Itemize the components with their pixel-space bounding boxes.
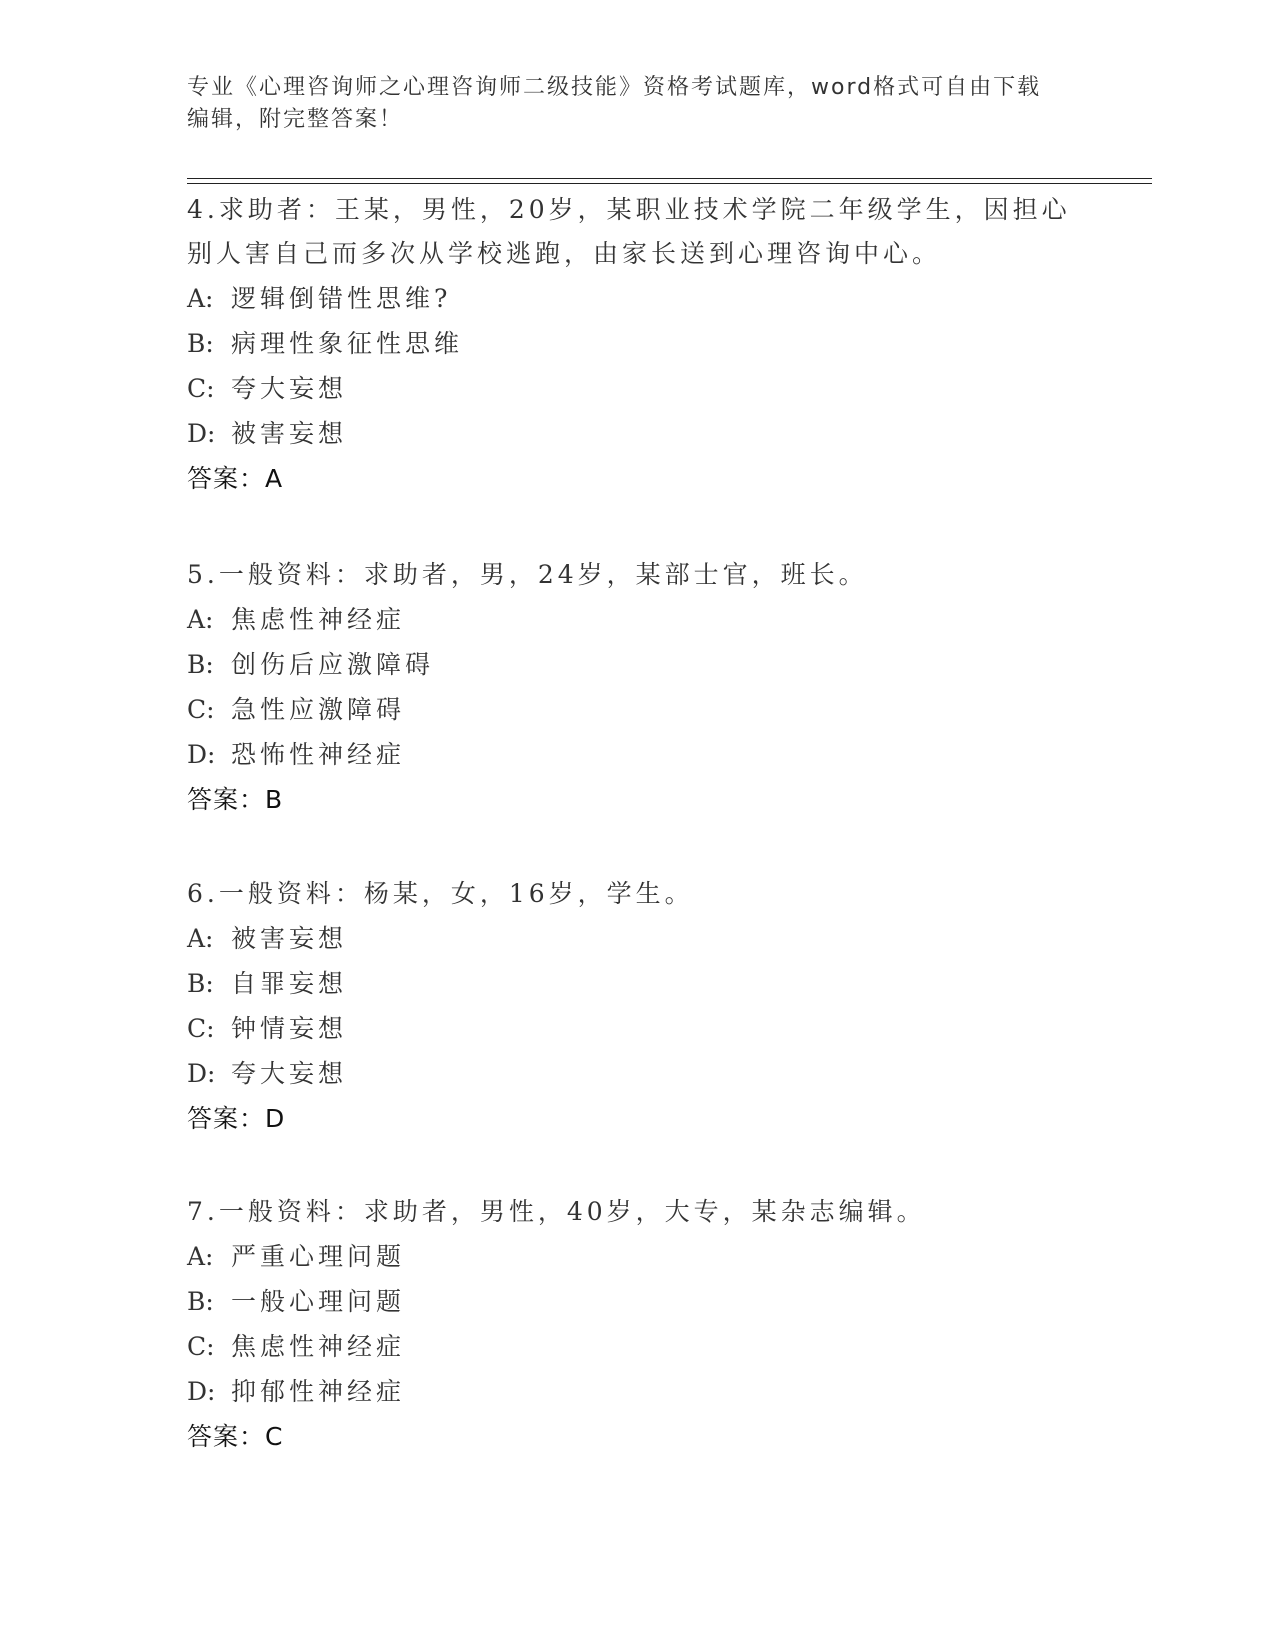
- answer-line: 答案：C: [187, 1422, 284, 1451]
- option-text: 被害妄想: [231, 419, 348, 448]
- option-text: 抑郁性神经症: [231, 1377, 406, 1406]
- option-key: C:: [187, 374, 215, 403]
- option-d: [187, 1051, 1087, 1096]
- question-6: [187, 872, 1087, 1141]
- option-key: A:: [187, 1242, 214, 1271]
- option-c: [187, 687, 1087, 732]
- option-key: A:: [187, 924, 214, 953]
- option-text: 一般心理问题: [231, 1287, 406, 1316]
- option-key: D:: [187, 1377, 216, 1406]
- option-a: [187, 597, 1087, 642]
- question-stem-line: 别人害自己而多次从学校逃跑，由家长送到心理咨询中心。: [187, 239, 942, 268]
- option-text: 自罪妄想: [231, 969, 348, 998]
- question-stem-line: 6.一般资料：杨某，女，16岁，学生。: [187, 879, 694, 908]
- option-key: A:: [187, 284, 214, 313]
- option-b: [187, 321, 1087, 366]
- option-text: 夸大妄想: [231, 1059, 348, 1088]
- option-text: 夸大妄想: [231, 374, 348, 403]
- option-b: [187, 642, 1087, 687]
- option-key: A:: [187, 605, 214, 634]
- option-b: [187, 1279, 1087, 1324]
- option-key: B:: [187, 1287, 214, 1316]
- option-c: [187, 1324, 1087, 1369]
- document-header: [187, 72, 1087, 136]
- option-text: 急性应激障碍: [231, 695, 406, 724]
- question-stem-line: 4.求助者：王某，男性，20岁，某职业技术学院二年级学生，因担心: [187, 195, 1071, 224]
- option-text: 被害妄想: [231, 924, 348, 953]
- option-d: [187, 1369, 1087, 1414]
- header-rule-top: [187, 178, 1152, 179]
- answer-line: 答案：D: [187, 1104, 286, 1133]
- option-text: 创伤后应激障碍: [231, 650, 435, 679]
- option-text: 钟情妄想: [231, 1014, 348, 1043]
- question-5: [187, 553, 1087, 822]
- option-text: 焦虑性神经症: [231, 1332, 406, 1361]
- option-d: [187, 411, 1087, 456]
- option-text: 焦虑性神经症: [231, 605, 406, 634]
- option-c: [187, 1006, 1087, 1051]
- option-key: B:: [187, 969, 214, 998]
- option-text: 恐怖性神经症: [231, 740, 406, 769]
- answer-line: 答案：B: [187, 785, 284, 814]
- option-key: D:: [187, 740, 216, 769]
- option-a: [187, 276, 1087, 321]
- option-key: C:: [187, 695, 215, 724]
- header-rule-bottom: [187, 183, 1152, 184]
- question-7: [187, 1190, 1087, 1459]
- header-line-1: 专业《心理咨询师之心理咨询师二级技能》资格考试题库，word格式可自由下载: [187, 75, 1042, 100]
- option-key: C:: [187, 1014, 215, 1043]
- option-a: [187, 916, 1087, 961]
- option-key: C:: [187, 1332, 215, 1361]
- option-key: B:: [187, 329, 214, 358]
- option-key: D:: [187, 1059, 216, 1088]
- header-line-2: 编辑，附完整答案！: [187, 107, 404, 132]
- option-a: [187, 1234, 1087, 1279]
- option-b: [187, 961, 1087, 1006]
- option-text: 病理性象征性思维: [231, 329, 464, 358]
- question-stem-line: 7.一般资料：求助者，男性，40岁，大专，某杂志编辑。: [187, 1197, 926, 1226]
- question-stem-line: 5.一般资料：求助者，男，24岁，某部士官，班长。: [187, 560, 868, 589]
- option-text: 严重心理问题: [231, 1242, 406, 1271]
- option-key: B:: [187, 650, 214, 679]
- option-text: 逻辑倒错性思维?: [231, 284, 452, 313]
- answer-line: 答案：A: [187, 464, 284, 493]
- option-d: [187, 732, 1087, 777]
- question-4: [187, 188, 1087, 501]
- option-key: D:: [187, 419, 216, 448]
- option-c: [187, 366, 1087, 411]
